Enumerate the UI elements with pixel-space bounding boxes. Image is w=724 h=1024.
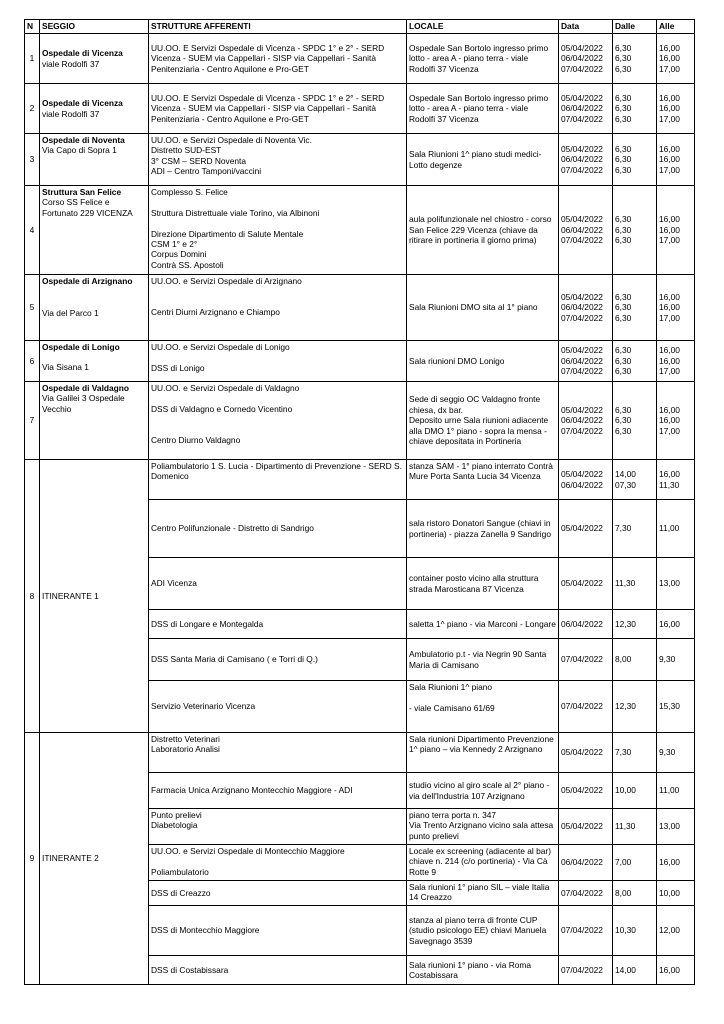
seggio-cell [40, 341, 149, 382]
seggio-cell: ITINERANTE 1 [40, 460, 149, 733]
strutture-cell [149, 681, 407, 733]
seggio-address: Via Sisana 1 [42, 362, 89, 373]
from-cell [613, 845, 657, 881]
seggio-title: Ospedale di Arzignano [42, 276, 133, 286]
from-cell [613, 460, 657, 500]
row-number: 7 [25, 382, 40, 460]
date-cell [559, 341, 613, 382]
to-cell [657, 845, 695, 881]
table-row [25, 341, 695, 382]
strutture-text: DSS di Creazzo [151, 887, 211, 898]
date-cell [559, 134, 613, 186]
locale-cell [407, 881, 559, 906]
locale-text: piano terra porta n. 347 Via Trento Arzignano vicino sala attesa punto prelievi [409, 810, 554, 841]
seggio-title: Struttura San Felice [42, 187, 122, 197]
strutture-cell [149, 773, 407, 809]
from-text: 11,30 [615, 578, 636, 589]
to-cell [657, 275, 695, 341]
to-cell [657, 733, 695, 773]
strutture-text: UU.OO. e Servizi Ospedale di Noventa Vic. Distretto SUD-EST 3° CSM – SERD Noventa ADI – Centro Tamponi/vaccini [151, 135, 312, 177]
from-text: 11,30 [615, 821, 636, 832]
locale-cell [407, 610, 559, 639]
to-text: 16,00 [659, 618, 680, 629]
date-cell [559, 460, 613, 500]
from-cell [613, 733, 657, 773]
date-cell [559, 84, 613, 134]
from-text: 14,00 07,30 [615, 469, 636, 490]
from-cell [613, 382, 657, 460]
locale-cell [407, 134, 559, 186]
strutture-cell [149, 275, 407, 341]
locale-cell [407, 34, 559, 84]
from-text: 6,30 6,30 6,30 [615, 291, 632, 323]
to-cell [657, 809, 695, 845]
date-cell [559, 186, 613, 275]
from-cell [613, 341, 657, 382]
locale-text: saletta 1^ piano - via Marconi - Longare [409, 618, 556, 629]
from-text: 7,30 [615, 523, 632, 534]
locale-text: Sala riunioni Dipartimento Prevenzione 1^ piano – via Kennedy 2 Arzignano [409, 734, 554, 755]
strutture-cell [149, 341, 407, 382]
locale-text: Locale ex screening (adiacente al bar) chiave n. 214 (c/o portineria) - Via Cà Rotte 9 [409, 846, 551, 877]
to-text: 9,30 [659, 654, 676, 665]
date-cell [559, 275, 613, 341]
strutture-text: Farmacia Unica Arzignano Montecchio Maggiore - ADI [151, 785, 353, 796]
locale-text: Ospedale San Bortolo ingresso primo lotto - area A - piano terra - viale Rodolfi 37 Vicenza [409, 42, 549, 74]
from-text: 8,00 [615, 887, 632, 898]
table-row [25, 186, 695, 275]
seggio-cell [40, 84, 149, 134]
from-text: 6,30 6,30 6,30 [615, 143, 632, 175]
strutture-cell [149, 134, 407, 186]
strutture-cell [149, 84, 407, 134]
table-row [25, 275, 695, 341]
row-number: 6 [25, 341, 40, 382]
table-row [25, 134, 695, 186]
to-cell [657, 382, 695, 460]
from-cell [613, 773, 657, 809]
date-text: 06/04/2022 [561, 618, 603, 629]
to-text: 16,00 [659, 964, 680, 975]
strutture-text: DSS di Montecchio Maggiore [151, 925, 260, 936]
from-text: 12,30 [615, 618, 636, 629]
to-text: 16,00 16,00 17,00 [659, 42, 680, 74]
date-text: 05/04/2022 06/04/2022 07/04/2022 [561, 404, 603, 436]
to-text: 13,00 [659, 821, 680, 832]
col-locale: LOCALE [407, 20, 559, 34]
from-text: 7,00 [615, 857, 632, 868]
to-cell [657, 610, 695, 639]
to-text: 16,00 11,30 [659, 469, 680, 490]
from-cell [613, 681, 657, 733]
col-strutture: STRUTTURE AFFERENTI [149, 20, 407, 34]
date-text: 05/04/2022 06/04/2022 07/04/2022 [561, 143, 603, 175]
locale-text: Sede di seggio OC Valdagno fronte chiesa, dx bar. Deposito urne Sala riunioni adiacente alla DMO 1° piano - sopra la mensa - chiave depositata in Portineria [409, 394, 549, 447]
from-cell [613, 275, 657, 341]
row-number: 9 [25, 733, 40, 985]
locale-cell [407, 733, 559, 773]
to-cell [657, 460, 695, 500]
locale-cell [407, 906, 559, 956]
locale-cell [407, 639, 559, 681]
locale-cell [407, 186, 559, 275]
strutture-text: UU.OO. e Servizi Ospedale di Arzignano Centri Diurni Arzignano e Chiampo [151, 276, 302, 318]
seggio-cell [40, 382, 149, 460]
seggio-title: Ospedale di Valdagno [42, 383, 130, 393]
strutture-text: DSS Santa Maria di Camisano ( e Torri di Q.) [151, 654, 318, 665]
from-cell [613, 881, 657, 906]
to-text: 10,00 [659, 887, 680, 898]
table-row [25, 460, 695, 500]
strutture-text: ADI Vicenza [151, 578, 197, 589]
date-text: 07/04/2022 [561, 887, 603, 898]
to-text: 9,30 [659, 747, 676, 758]
strutture-cell [149, 906, 407, 956]
table-row [25, 733, 695, 773]
to-text: 16,00 16,00 17,00 [659, 345, 680, 377]
locale-cell [407, 773, 559, 809]
to-text: 12,00 [659, 925, 680, 936]
row-number: 8 [25, 460, 40, 733]
from-cell [613, 34, 657, 84]
strutture-cell [149, 809, 407, 845]
date-cell [559, 733, 613, 773]
from-text: 6,30 6,30 6,30 [615, 92, 632, 124]
seggio-cell [40, 186, 149, 275]
col-seggio: SEGGIO [40, 20, 149, 34]
strutture-text: Punto prelievi Diabetologia [151, 810, 202, 831]
locale-text: Ospedale San Bortolo ingresso primo lotto - area A - piano terra - viale Rodolfi 37 Vicenza [409, 92, 549, 124]
to-text: 16,00 16,00 17,00 [659, 143, 680, 175]
from-cell [613, 906, 657, 956]
seggio-address: viale Rodolfi 37 [42, 58, 100, 69]
to-cell [657, 881, 695, 906]
date-text: 05/04/2022 [561, 785, 603, 796]
seggio-title: Ospedale di Lonigo [42, 342, 120, 352]
seggio-cell [40, 134, 149, 186]
to-cell [657, 34, 695, 84]
row-number: 5 [25, 275, 40, 341]
from-cell [613, 558, 657, 610]
date-text: 07/04/2022 [561, 701, 603, 712]
strutture-text: Distretto Veterinari Laboratorio Analisi [151, 734, 220, 755]
locale-cell [407, 341, 559, 382]
date-cell [559, 681, 613, 733]
date-cell [559, 809, 613, 845]
locale-cell [407, 500, 559, 558]
from-cell [613, 956, 657, 985]
seggio-address: Via del Parco 1 [42, 308, 99, 319]
seggio-title: Ospedale di Vicenza [42, 98, 123, 109]
to-cell [657, 681, 695, 733]
to-cell [657, 341, 695, 382]
date-cell [559, 845, 613, 881]
strutture-cell [149, 460, 407, 500]
locale-text: aula polifunzionale nel chiostro - corso San Felice 229 Vicenza (chiave da ritirare in portineria il giorno prima) [409, 214, 552, 246]
date-text: 07/04/2022 [561, 964, 603, 975]
row-number: 4 [25, 186, 40, 275]
date-text: 05/04/2022 06/04/2022 07/04/2022 [561, 92, 603, 124]
date-cell [559, 639, 613, 681]
date-cell [559, 956, 613, 985]
from-text: 12,30 [615, 701, 636, 712]
seggio-cell: ITINERANTE 2 [40, 733, 149, 985]
row-number: 3 [25, 134, 40, 186]
to-text: 13,00 [659, 578, 680, 589]
to-cell [657, 558, 695, 610]
seggio-address: Via Galilei 3 Ospedale Vecchio [42, 393, 125, 414]
locale-text: Sala riunioni 1° piano SIL – viale Italia 14 Creazzo [409, 882, 550, 903]
seggio-cell [40, 275, 149, 341]
strutture-text: UU.OO. e Servizi Ospedale di Valdagno DSS di Valdagno e Cornedo Vicentino Centro Diurno Valdagno [151, 383, 300, 446]
col-dalle: Dalle [613, 20, 657, 34]
to-cell [657, 773, 695, 809]
from-text: 10,30 [615, 925, 636, 936]
date-text: 05/04/2022 06/04/2022 07/04/2022 [561, 214, 603, 246]
from-cell [613, 84, 657, 134]
date-cell [559, 773, 613, 809]
date-text: 05/04/2022 06/04/2022 07/04/2022 [561, 42, 603, 74]
header-row [25, 20, 695, 34]
strutture-cell [149, 34, 407, 84]
strutture-cell [149, 186, 407, 275]
date-text: 05/04/2022 [561, 523, 603, 534]
seggio-cell [40, 34, 149, 84]
row-number: 1 [25, 34, 40, 84]
date-cell [559, 34, 613, 84]
from-text: 6,30 6,30 6,30 [615, 214, 632, 246]
strutture-cell [149, 382, 407, 460]
strutture-text: Poliambulatorio 1 S. Lucia - Dipartimento di Prevenzione - SERD S. Domenico [151, 461, 402, 482]
strutture-cell [149, 639, 407, 681]
locale-text: Sala Riunioni DMO sita al 1° piano [409, 302, 538, 313]
from-text: 6,30 6,30 6,30 [615, 42, 632, 74]
locale-cell [407, 956, 559, 985]
table-row [25, 34, 695, 84]
locale-text: Ambulatorio p.t - via Negrin 90 Santa Maria di Camisano [409, 649, 547, 670]
table-row [25, 382, 695, 460]
strutture-cell [149, 881, 407, 906]
seggio-address: viale Rodolfi 37 [42, 108, 100, 119]
strutture-text: UU.OO. e Servizi Ospedale di Lonigo DSS di Lonigo [151, 342, 290, 373]
to-text: 16,00 16,00 17,00 [659, 404, 680, 436]
col-alle: Alle [657, 20, 695, 34]
locale-cell [407, 845, 559, 881]
seggio-address: Via Capo di Sopra 1 [42, 145, 117, 156]
locale-cell [407, 84, 559, 134]
locale-cell [407, 460, 559, 500]
col-n: N [25, 20, 40, 34]
date-text: 05/04/2022 06/04/2022 07/04/2022 [561, 291, 603, 323]
date-cell [559, 881, 613, 906]
from-text: 6,30 6,30 6,30 [615, 404, 632, 436]
locale-cell [407, 681, 559, 733]
date-cell [559, 906, 613, 956]
date-text: 05/04/2022 [561, 578, 603, 589]
strutture-cell [149, 558, 407, 610]
strutture-cell [149, 956, 407, 985]
to-text: 11,00 [659, 523, 680, 534]
locale-cell [407, 275, 559, 341]
to-cell [657, 500, 695, 558]
date-text: 05/04/2022 06/04/2022 07/04/2022 [561, 345, 603, 377]
row-number: 2 [25, 84, 40, 134]
strutture-text: DSS di Costabissara [151, 964, 229, 975]
from-cell [613, 134, 657, 186]
table-row [25, 84, 695, 134]
locale-text: Sala riunioni 1° piano - via Roma Costabissara [409, 959, 532, 980]
date-text: 05/04/2022 [561, 821, 603, 832]
locale-text: Sala riunioni DMO Lonigo [409, 355, 505, 366]
from-text: 6,30 6,30 6,30 [615, 345, 632, 377]
from-cell [613, 186, 657, 275]
date-text: 07/04/2022 [561, 925, 603, 936]
date-cell [559, 558, 613, 610]
from-cell [613, 809, 657, 845]
to-text: 16,00 16,00 17,00 [659, 291, 680, 323]
date-text: 05/04/2022 [561, 747, 603, 758]
from-cell [613, 610, 657, 639]
from-text: 14,00 [615, 964, 636, 975]
to-cell [657, 639, 695, 681]
locale-text: studio vicino al giro scale al 2° piano - via dell'Industria 107 Arzignano [409, 780, 550, 801]
locale-cell [407, 382, 559, 460]
locale-cell [407, 809, 559, 845]
date-cell [559, 500, 613, 558]
seggio-title: Ospedale di Vicenza [42, 48, 123, 59]
from-text: 10,00 [615, 785, 636, 796]
from-cell [613, 639, 657, 681]
strutture-cell [149, 845, 407, 881]
strutture-text: UU.OO. E Servizi Ospedale di Vicenza - SPDC 1° e 2° - SERD Vicenza - SUEM via Cappellari - SISP via Cappellari - Sanità Penitenziaria - Centro Aquilone e Pro-GET [151, 92, 385, 124]
from-text: 8,00 [615, 654, 632, 665]
to-text: 16,00 [659, 857, 680, 868]
date-text: 06/04/2022 [561, 857, 603, 868]
seggio-title: Ospedale di Noventa [42, 135, 125, 145]
to-text: 16,00 16,00 17,00 [659, 92, 680, 124]
strutture-text: Servizio Veterinario Vicenza [151, 701, 256, 712]
locale-text: container posto vicino alla struttura strada Marosticana 87 Vicenza [409, 573, 539, 594]
date-text: 07/04/2022 [561, 654, 603, 665]
locale-text: Sala Riunioni 1^ piano studi medici- Lotto degenze [409, 149, 542, 170]
from-cell [613, 500, 657, 558]
date-cell [559, 382, 613, 460]
locale-text: stanza al piano terra di fronte CUP (studio psicologo EE) chiavi Manuela Savegnago 3539 [409, 914, 547, 946]
locale-cell [407, 558, 559, 610]
to-text: 16,00 16,00 17,00 [659, 214, 680, 246]
strutture-text: Complesso S. Felice Struttura Distrettuale viale Torino, via Albinoni Direzione Dipartimento di Salute Mentale CSM 1° e 2° Corpus Domini Contrà SS. Apostoli [151, 187, 320, 270]
to-cell [657, 956, 695, 985]
locale-text: Sala Riunioni 1^ piano - viale Camisano 61/69 [409, 682, 495, 713]
strutture-text: UU.OO. E Servizi Ospedale di Vicenza - SPDC 1° e 2° - SERD Vicenza - SUEM via Cappellari - SISP via Cappellari - Sanità Penitenziaria - Centro Aquilone e Pro-GET [151, 42, 385, 74]
strutture-cell [149, 500, 407, 558]
to-text: 11,00 [659, 785, 680, 796]
strutture-text: DSS di Longare e Montegalda [151, 618, 264, 629]
locale-text: stanza SAM - 1° piano interrato Contrà Mure Porta Santa Lucia 34 Vicenza [409, 461, 553, 482]
strutture-cell [149, 733, 407, 773]
date-cell [559, 610, 613, 639]
to-text: 15,30 [659, 701, 680, 712]
to-cell [657, 134, 695, 186]
to-cell [657, 906, 695, 956]
to-cell [657, 186, 695, 275]
col-data: Data [559, 20, 613, 34]
from-text: 7,30 [615, 747, 632, 758]
to-cell [657, 84, 695, 134]
strutture-text: Centro Polifunzionale - Distretto di Sandrigo [151, 523, 314, 534]
voting-schedule-table [24, 19, 695, 985]
locale-text: sala ristoro Donatori Sangue (chiavi in portineria) - piazza Zanella 9 Sandrigo [409, 518, 551, 539]
date-text: 05/04/2022 06/04/2022 [561, 469, 603, 490]
strutture-cell [149, 610, 407, 639]
strutture-text: UU.OO. e Servizi Ospedale di Montecchio Maggiore Poliambulatorio [151, 846, 345, 877]
seggio-address: Corso SS Felice e Fortunato 229 VICENZA [42, 197, 133, 218]
